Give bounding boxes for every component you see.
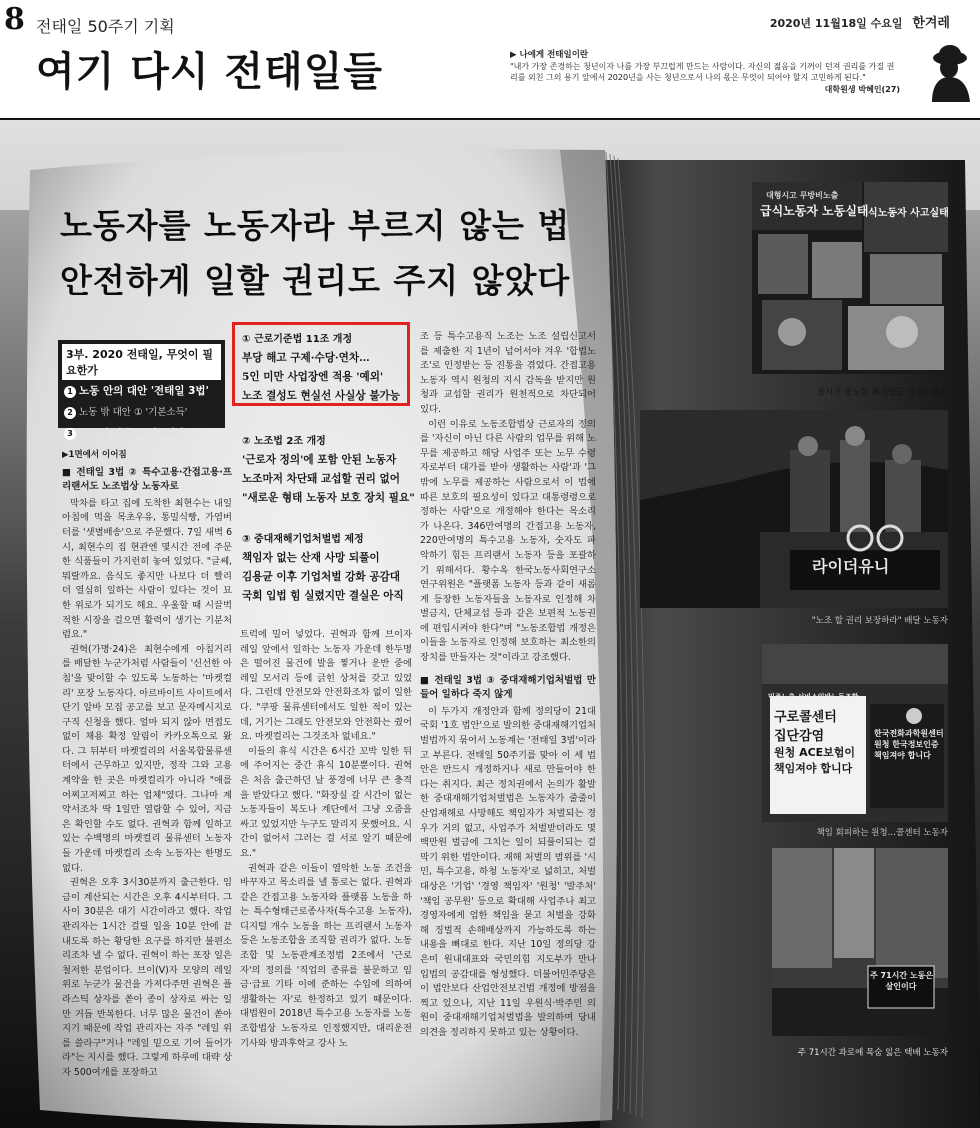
- placard-line: 한국전화과학원센터: [874, 729, 944, 738]
- series-index-heading: 3부. 2020 전태일, 무엇이 필요한가: [62, 344, 221, 380]
- series-item-1: [58, 380, 225, 401]
- paragraph: 이 두가지 개정안과 함께 정의당이 21대 국회 '1호 법안'으로 발의한 중대재해기업처벌법까지 묶어서 노동계는 '전태일 3법'이라고 부른다. 전태일 50주기를 맞아 이 세 법안은 반드시 개정하거나 새로 만들어야 한다는 취지다. 최근 정치권에서 논의가 활발한 중대재해기업처벌법은 노동자가 줄줄이 산업재해로 사망해도 책임자가 처벌되는 경우가 거의 없고, 사업주가 처벌받더라도 몇백만원 벌금에 그치는 일이 되풀이되는 걸 막기 위한 법안이다. 재해 처벌의 범위를 '시민, 특수고용, 하청 노동자'로 넓히고, 처벌 대상은 '기업' '경영 책임자' '원청' '발주처' '책임 공무원' 등으로 확대해 사업주나 최고경영자에게 엄한 책임을 묻고 처벌을 강화해 징벌적 손해배상까지 가능하도록 하는 내용을 뼈대로 한다. 지난 10일 정의당 강은미 원내대표와 국민의힘 지도부가 만나 입법의 공감대를 형성했다. 더불어민주당은 이 법안보다 산업안전보건법 개정에 방점을 찍고 있으나, 지난 11일 우원식·박주민 의원이 중대재해기업처벌법을 발의하며 당내 의견을 정리하지 못하고 있는 상황이다.: [420, 705, 596, 1038]
- photo-memorial-image: [772, 848, 948, 1036]
- paragraph: 이들의 휴식 시간은 6시간 꼬박 일한 뒤에 주어지는 중간 휴식 10분뿐이다. 권혁은 처음 출근하던 날 풍경에 너무 큰 충격을 받았다고 했다. "화장실 갈 시간이 없는 노동자들이 복도나 계단에서 그냥 오줌을 싸고 있었지만 누구도 말리지 못했어요. 시간이 없어서 그러는 걸 서로 알기 때문에요.": [240, 745, 412, 859]
- series-item-label: 노동 밖 대안 ① '기본소득': [79, 407, 188, 418]
- key-point-3: [242, 530, 404, 606]
- placard-line: 원청 한국정보인증: [874, 740, 939, 749]
- section-subheading: ■ 전태일 3법 ② 특수고용·간접고용·프리랜서도 노조법상 노동자로: [62, 466, 232, 493]
- key-point-line: 노조 결성도 현실선 사실상 불가능: [242, 390, 401, 402]
- photo-delivery-riders-image: [640, 410, 948, 608]
- page-headline: 여기 다시 전태일들: [36, 49, 383, 95]
- aside-quote: "내가 가장 존경하는 청년이자 나를 가장 부끄럽게 만드는 사람이다. 자신의 젊음을 기꺼이 던져 권리를 가질 권리를 외친 그의 용기 앞에서 2020년을 사는 청년으로서 나의 몫은 무엇이 되어야 할지 고민하게 된다.": [510, 62, 895, 82]
- photo-caption: 주 71시간 과로에 목숨 잃은 택배 노동자: [797, 1048, 948, 1058]
- placard-line: 집단감염: [774, 729, 825, 744]
- quote-aside: [510, 50, 900, 95]
- photo-memorial: [772, 848, 948, 1036]
- photo-placard-right: [874, 728, 944, 761]
- key-point-2: [242, 432, 415, 508]
- key-point-line: 책임자 없는 산재 사망 되풀이: [242, 552, 380, 564]
- key-point-line: '근로자 정의'에 포함 안된 노동자: [242, 454, 397, 466]
- photo-sign-main: 급식노동자 노동실태: [760, 204, 869, 218]
- brand-logo: 한겨레: [912, 16, 950, 31]
- aside-title: ▶ 나에게 전태일이란: [510, 50, 589, 60]
- paragraph: 권혁과 같은 이들이 열악한 노동 조건을 바꾸자고 목소리를 낼 통로는 없다. 권혁과 같은 간접고용 노동자와 플랫폼 노동을 하는 특수형태근로종사자(특수고용 노동자), 디지털 개수 노동을 하는 프리랜서 노동자 등은 노동조합을 조직할 권리가 없다. 노동조합 및 노동관계조정법 2조에서 '근로자'의 정의를 '직업의 종류를 불문하고 임금·급료 기타 이에 준하는 수입에 의하여 생활하는 자'로 한정하고 있기 때문이다. 대법원이 2018년 특수고용 노동자를 노동조합법상 노동자로 인정했지만, 대리운전기사와 방과후학교 강사 노: [240, 862, 412, 1049]
- article-title-line-2: 안전하게 일할 권리도 주지 않았다: [60, 261, 571, 300]
- placard-line: 책임져야 합니다: [874, 751, 931, 760]
- paragraph: 권혁(가명·24)은 최현수에게 아침거리를 배달한 누군가처럼 사람들이 '신선한 아침'을 맞이할 수 있도록 노동하는 '마켓컬리' 포장 노동자다. 아르바이트 사이트에서 단기 알바 모집 공고를 보고 문자메시지로 구직 신청을 했다. 얼마 되지 않아 면접도 없이 채용 확정 알림이 카카오톡으로 왔다. 그 뒤부터 마켓컬리의 서울복합물류센터에서 근무하고 있지만, 정작 그와 고용 계약을 한 곳은 마켓컬리가 아니라 "애를 어찌고저찌고 하는 업체"였다. 그나마 계약서조차 딱 1일만 열람할 수 있어, 지금은 확인할 수도 없다. 권혁과 함께 일하고 있는 수백명의 마켓컬리 물류센터 노동자들 가운데 마켓컬리 소속 노동자는 한명도 없다.: [62, 643, 233, 874]
- series-title: 전태일 50주기 기획: [36, 17, 175, 36]
- photo-placard-left: [774, 706, 855, 776]
- series-item-2: [58, 401, 225, 422]
- article-column-2: [240, 628, 412, 1049]
- key-point-line: 부당 해고 구제·수당·연차…: [242, 352, 370, 364]
- placard-line: 원청 ACE보험이: [774, 746, 856, 759]
- photo-banner-rider-union: 라이더유니: [812, 557, 890, 576]
- key-point-line: 김용균 이후 기업처벌 강화 공감대: [242, 571, 401, 583]
- placard-line: 구로콜센터: [774, 710, 837, 725]
- paragraph: 권혁은 오후 3시30분까지 출근한다. 임금이 계산되는 시간은 오후 4시부터다. 그사이 30분은 대기 시간이라고 했다. 작업 관리자는 1시간 걸릴 일을 10분 안에 끝내도록 하는 황당한 요구를 하지만 불편소리조차 낼 수 없다. 권혁이 하는 포장 일은 철저한 분업이다. 브이(V)자 모양의 레일 위로 누군가 물건을 가져다주면 권혁은 플라스틱 상자를 쏟아 종이 상자로 싸는 일만 거듭 반복한다. 너무 많은 물건이 쏟아지기 때문에 작업 관리자는 자주 "레일 위를 쓸라구"거나 "레일 밑으로 기어 들어가라"는 지시를 했다. 그렇게 하루에 대략 상자 500여개를 포장하고: [62, 877, 232, 1078]
- series-item-number: 3: [64, 428, 76, 440]
- photo-sign-top: 대형시고 무방비노출: [766, 191, 839, 200]
- key-point-heading: ① 근로기준법 11조 개정: [242, 334, 353, 345]
- key-point-heading: ③ 중대재해기업처벌법 제정: [242, 534, 364, 545]
- issue-date: 2020년 11월18일 수요일: [769, 17, 903, 30]
- photo-call-center: [762, 644, 948, 822]
- photo-placard: [870, 970, 932, 992]
- series-item-label: 노동 안의 대안 '전태일 3법': [79, 385, 209, 397]
- paragraph: 막차를 타고 집에 도착한 최현수는 내일 아침에 먹을 목초우유, 통밀식빵, 가염버터를 '샛별배송'으로 주문했다. 7일 새벽 6시, 최현수의 집 현관엔 몇시간 전에 주문한 식품들이 가지런히 놓여 있었다. "글쎄, 뭐랄까요. 음식도 좋지만 나보다 더 빨리 더 열심히 일하는 사람이 있다는 것이 묘한 위로가 되기도 해요. 우울할 때 시끌벅적한 시장을 걸으면 활력이 생기는 기분처럼요.": [62, 497, 232, 641]
- placard-line: 살인이다: [885, 982, 917, 991]
- aside-attribution: 대학원생 박혜인(27): [824, 85, 900, 94]
- series-item-number: 2: [64, 407, 76, 419]
- paragraph: 조 등 특수고용직 노조는 노조 설립신고서를 제출한 지 1년이 넘어서야 겨우 '합법노조'로 인정받는 등 진통을 겪었다. 간접고용 노동자 역시 원청의 지시 감독을 받지만 원청과 교섭할 권리가 원천적으로 차단되어 있다.: [420, 331, 596, 415]
- placard-line: 주 71시간 노동은: [870, 971, 934, 980]
- photo-sign-right: 식노동자 사고실태: [868, 208, 949, 219]
- jeon-taeil-silhouette-icon: [920, 44, 976, 102]
- key-point-line: 노조마저 차단돼 교섭할 권리 없어: [242, 473, 401, 485]
- section-subheading: ■ 전태일 3법 ③ 중대재해기업처벌법 만들어 일하다 죽지 않게: [420, 674, 596, 701]
- key-point-line: 5인 미만 사업장엔 적용 '예외': [242, 371, 384, 383]
- article-column-1: [62, 448, 233, 1078]
- series-index-box: [58, 340, 225, 439]
- page-number: 8: [4, 2, 25, 37]
- photo-caption: 장시간 중노동 최저임금 급식노동자: [816, 388, 948, 398]
- article-title-line-1: 노동자를 노동자라 부르지 않는 법: [60, 206, 571, 245]
- key-point-1: [242, 330, 400, 406]
- dateline: [770, 12, 950, 31]
- paragraph: 트럭에 밀어 넣었다. 권혁과 함께 브이자 레일 앞에서 일하는 노동자 가운데 한두명은 떨어진 물건에 발을 찧거나 운반 중에 레일 모서리 등에 긁힌 상처를 갖고 있었다. 그런데 안전모와 안전화조차 없이 일한다. "쿠팡 물류센터에서도 일한 적이 있는데, 거기는 그래도 안전모와 안전화는 줬어요. 마켓컬리는 그것조차 없네요.": [240, 629, 412, 743]
- photo-meal-workers: [752, 182, 948, 374]
- photo-banner: 민주노총 서비스일반노동조합: [768, 693, 859, 701]
- series-item-3: [58, 422, 225, 443]
- photo-caption: "노조 할 권리 보장하라" 배달 노동자: [811, 616, 948, 626]
- key-point-line: 국회 입법 힘 실렸지만 결실은 아직: [242, 590, 404, 602]
- placard-line: 책임져야 합니다: [774, 762, 853, 775]
- continuation-note: ▶1면에서 이어짐: [62, 450, 127, 460]
- photo-delivery-riders: [640, 410, 948, 608]
- series-item-number: 1: [64, 386, 76, 398]
- photo-caption: 책임 회피하는 원청…콜센터 노동자: [816, 828, 948, 838]
- key-point-heading: ② 노조법 2조 개정: [242, 436, 326, 447]
- series-item-label: 노동 밖 대안 ② '기초자산': [79, 428, 188, 439]
- paragraph: 이런 이유로 노동조합법상 근로자의 정의를 '자신이 아닌 다른 사람의 업무를 위해 노무를 제공하고 해당 사업주 또는 노무 수령자로부터 대가를 받아 생활하는 사람'과 '그 밖에 노무를 제공하는 사람으로서 이 법에 따른 보호의 필요성이 있다고 대통령령으로 정하는 사람'으로 개정해야 한다는 목소리가 나온다. 346만여명의 간접고용 노동자, 220만여명의 특수고용 노동자, 숫자도 파악하기 힘든 프리랜서 노동자 등을 포괄하기 위해서다. 황수옥 한국노동사회연구소 연구위원은 "플랫폼 노동자 등과 같이 새롭게 등장한 노동자들을 노동자로 인정해 차별금지, 단체교섭 등과 같은 보편적 노동권에 편입시켜야 한다"며 "노동조합법 개정은 이들을 노동자로 인정해 보호하는 최소한의 장치를 만들자는 것"이라고 강조했다.: [420, 418, 596, 664]
- article-column-3: [420, 330, 596, 1038]
- key-point-line: "새로운 형태 노동자 보호 장치 필요": [242, 492, 415, 504]
